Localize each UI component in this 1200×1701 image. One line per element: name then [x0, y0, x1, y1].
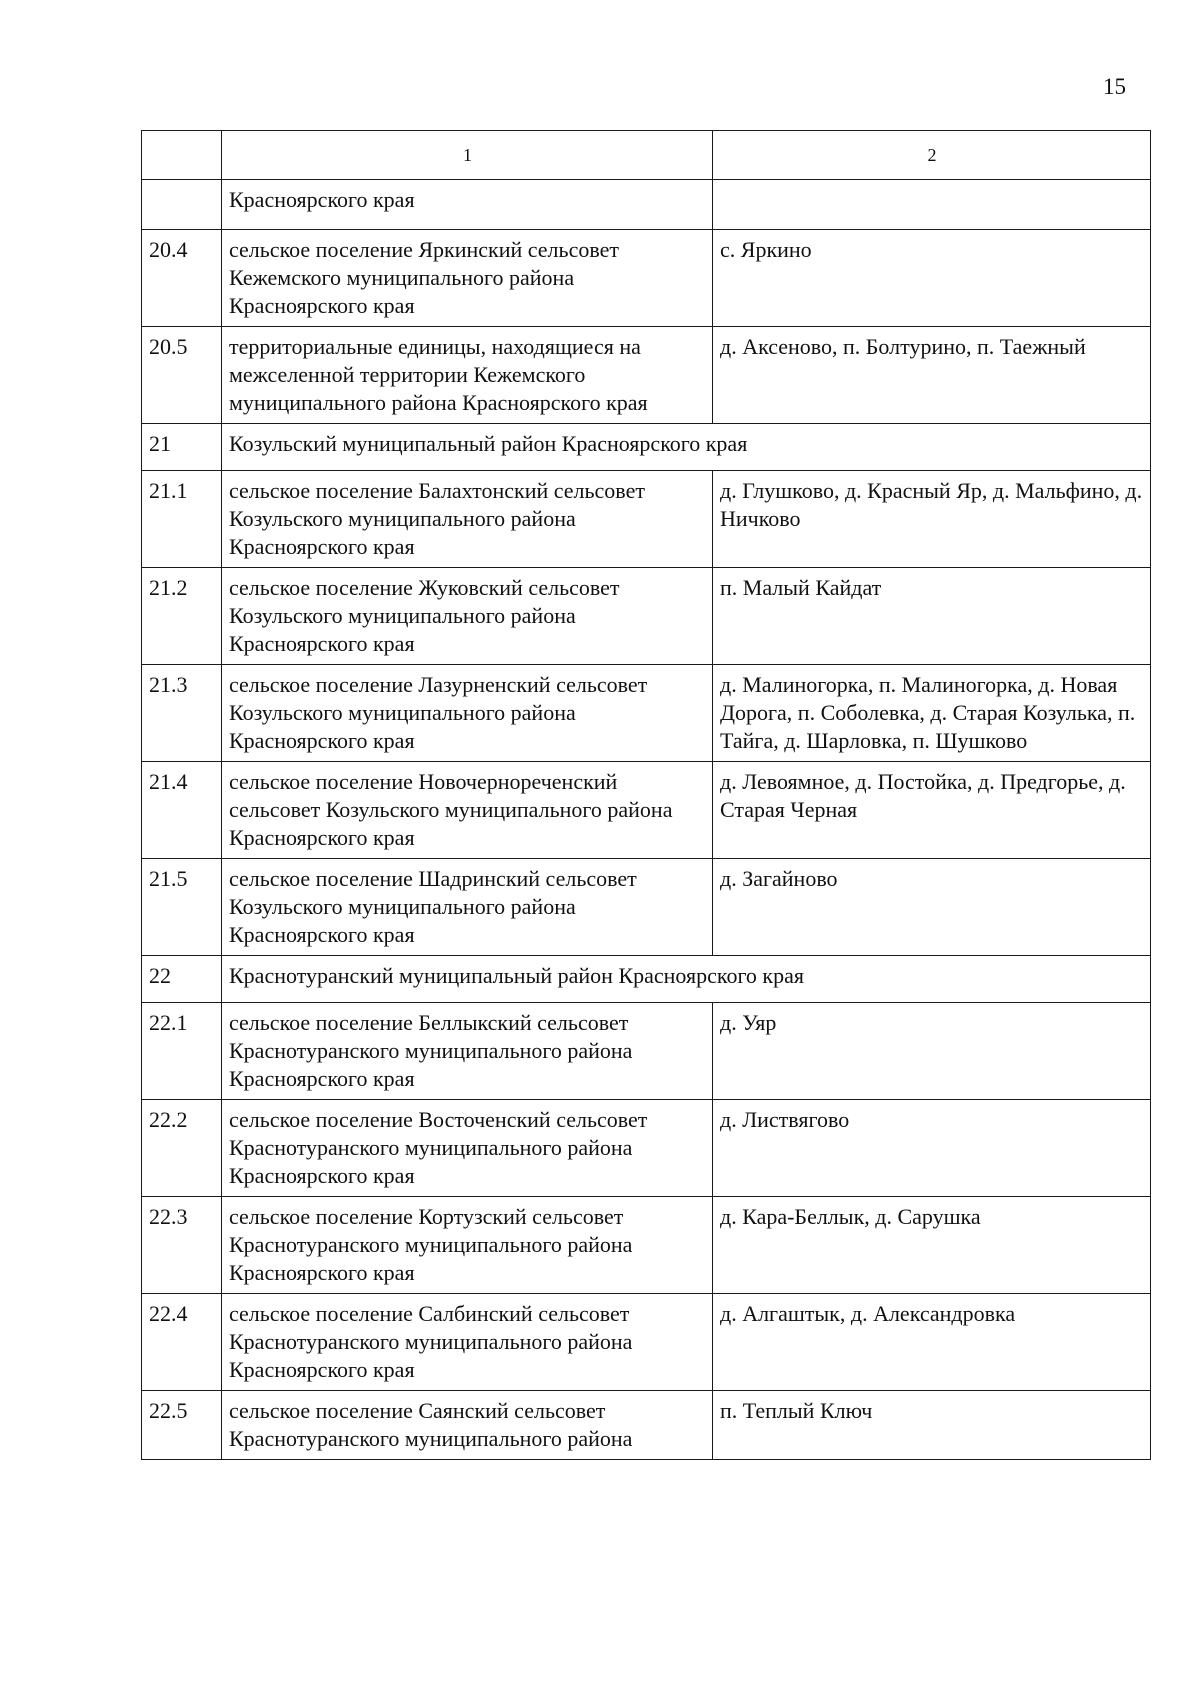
settlement-name: сельское поселение Яркинский сельсовет Кежемского муниципального района Красноярского края	[222, 230, 713, 327]
page-number: 15	[1103, 74, 1126, 99]
settlement-name: сельское поселение Восточенский сельсовет Краснотуранского муниципального района Красноярского края	[222, 1100, 713, 1197]
settlement-name: сельское поселение Жуковский сельсовет Козульского муниципального района Красноярского края	[222, 568, 713, 665]
settlement-places: д. Глушково, д. Красный Яр, д. Мальфино, д. Ничково	[713, 471, 1151, 568]
settlement-row	[142, 327, 1151, 424]
settlement-name: сельское поселение Салбинский сельсовет Краснотуранского муниципального района Красноярского края	[222, 1294, 713, 1391]
table-header-row	[142, 131, 1151, 180]
row-number: 22.2	[142, 1100, 222, 1197]
settlement-row	[142, 1100, 1151, 1197]
row-number: 22.5	[142, 1391, 222, 1460]
settlement-row	[142, 1197, 1151, 1294]
settlement-name: сельское поселение Беллыкский сельсовет Краснотуранского муниципального района Красноярского края	[222, 1003, 713, 1100]
row-number: 21.5	[142, 859, 222, 956]
row-number: 22.3	[142, 1197, 222, 1294]
settlement-row	[142, 665, 1151, 762]
settlement-places: д. Уяр	[713, 1003, 1151, 1100]
settlement-name: сельское поселение Лазурненский сельсовет Козульского муниципального района Красноярского края	[222, 665, 713, 762]
settlements-table	[141, 130, 1151, 1460]
settlement-row	[142, 1391, 1151, 1460]
row-number: 21.4	[142, 762, 222, 859]
settlement-row	[142, 568, 1151, 665]
settlement-places: д. Аксеново, п. Болтурино, п. Таежный	[713, 327, 1151, 424]
settlement-places: д. Левоямное, д. Постойка, д. Предгорье, д. Старая Черная	[713, 762, 1151, 859]
settlement-places: п. Теплый Ключ	[713, 1391, 1151, 1460]
continuation-row	[142, 180, 1151, 230]
settlement-row	[142, 230, 1151, 327]
table-body	[142, 131, 1151, 1460]
settlement-row	[142, 1003, 1151, 1100]
continuation-places	[713, 180, 1151, 230]
row-number: 22	[142, 956, 222, 1003]
settlement-row	[142, 859, 1151, 956]
settlement-row	[142, 762, 1151, 859]
row-number: 22.4	[142, 1294, 222, 1391]
settlement-places: п. Малый Кайдат	[713, 568, 1151, 665]
row-number: 20.5	[142, 327, 222, 424]
row-number: 21.2	[142, 568, 222, 665]
settlement-name: сельское поселение Новочернореченский сельсовет Козульского муниципального района Красноярского края	[222, 762, 713, 859]
district-name: Козульский муниципальный район Красноярского края	[222, 424, 1151, 471]
row-number: 21.3	[142, 665, 222, 762]
settlement-name: сельское поселение Балахтонский сельсовет Козульского муниципального района Красноярского края	[222, 471, 713, 568]
settlement-places: д. Алгаштык, д. Александровка	[713, 1294, 1151, 1391]
settlement-name: сельское поселение Шадринский сельсовет Козульского муниципального района Красноярского края	[222, 859, 713, 956]
header-cell-col2: 2	[713, 131, 1151, 180]
settlement-places: д. Загайново	[713, 859, 1151, 956]
row-number: 21.1	[142, 471, 222, 568]
settlement-name: сельское поселение Саянский сельсовет Краснотуранского муниципального района	[222, 1391, 713, 1460]
row-number: 22.1	[142, 1003, 222, 1100]
district-row	[142, 424, 1151, 471]
district-row	[142, 956, 1151, 1003]
settlement-places: д. Листвягово	[713, 1100, 1151, 1197]
settlement-name: сельское поселение Кортузский сельсовет Краснотуранского муниципального района Красноярского края	[222, 1197, 713, 1294]
continuation-num	[142, 180, 222, 230]
row-number: 20.4	[142, 230, 222, 327]
header-cell-num	[142, 131, 222, 180]
row-number: 21	[142, 424, 222, 471]
settlement-row	[142, 1294, 1151, 1391]
settlement-places: д. Малиногорка, п. Малиногорка, д. Новая Дорога, п. Соболевка, д. Старая Козулька, п. Тайга, д. Шарловка, п. Шушково	[713, 665, 1151, 762]
continuation-name: Красноярского края	[222, 180, 713, 230]
settlement-row	[142, 471, 1151, 568]
district-name: Краснотуранский муниципальный район Красноярского края	[222, 956, 1151, 1003]
settlement-places: с. Яркино	[713, 230, 1151, 327]
settlement-places: д. Кара-Беллык, д. Сарушка	[713, 1197, 1151, 1294]
settlement-name: территориальные единицы, находящиеся на межселенной территории Кежемского муниципального района Красноярского края	[222, 327, 713, 424]
header-cell-col1: 1	[222, 131, 713, 180]
